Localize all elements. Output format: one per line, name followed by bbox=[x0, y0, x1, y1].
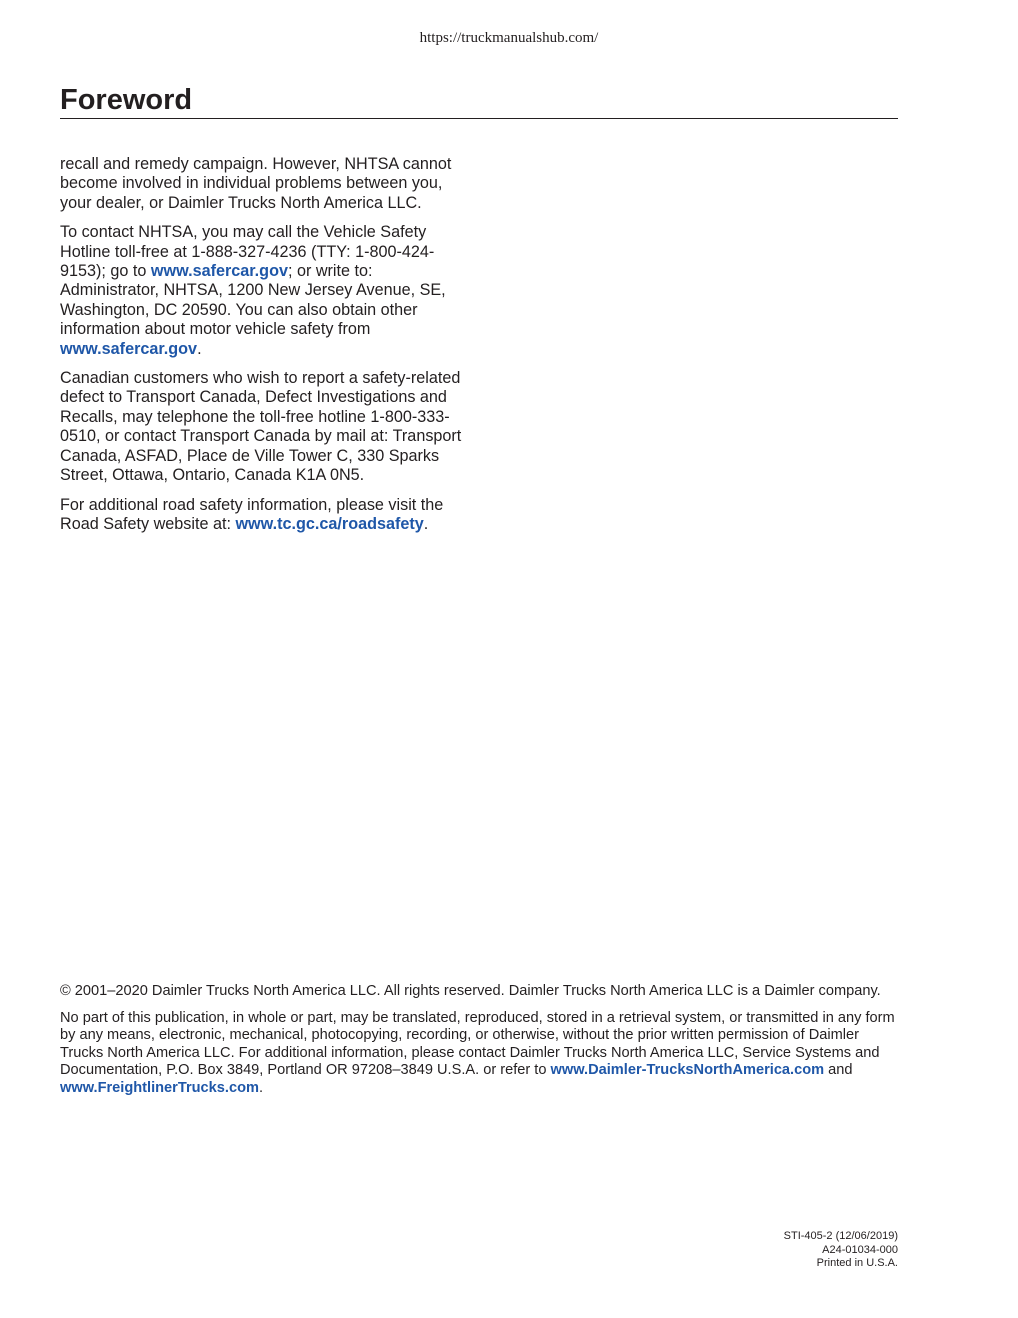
paragraph-nhtsa-contact bbox=[60, 223, 465, 359]
paragraph-road-safety bbox=[60, 496, 465, 535]
copyright-text: © 2001–2020 Daimler Trucks North America LLC. All rights reserved. Daimler Trucks North America LLC is a Daimler company. bbox=[60, 983, 881, 999]
road-safety-link[interactable]: www.tc.gc.ca/roadsafety bbox=[235, 514, 424, 533]
safercar-link[interactable]: www.safercar.gov bbox=[150, 262, 288, 281]
paragraph-text: . bbox=[423, 514, 429, 533]
paragraph-text: For additional road safety information, please visit the Road Safety website at: bbox=[60, 495, 444, 533]
paragraph-text: To contact NHTSA, you may call the Vehicle Safety Hotline toll-free at 1-888-327-4236 (TTY: 1-800-424-9153); go to bbox=[60, 223, 435, 281]
printed-location: Printed in U.S.A. bbox=[816, 1257, 898, 1269]
part-number: A24-01034-000 bbox=[822, 1243, 898, 1256]
safercar-link-2[interactable]: www.safercar.gov bbox=[60, 339, 198, 358]
document-code: STI-405-2 (12/06/2019) bbox=[783, 1230, 898, 1242]
rights-body: No part of this publication, in whole or part, may be translated, reproduced, stored in a retrieval system, or transmitted in any form by any means, electronic, mechanical, photocopying, recording, or otherwise, without the prior written permission of Daimler Trucks North America LLC. For additional information, please contact Daimler Trucks North America LLC, Service Systems and Documentation, P.O. Box 3849, Portland OR 97208–3849 U.S.A. or refer to bbox=[60, 1009, 895, 1079]
rights-conjunction: and bbox=[824, 1062, 853, 1079]
paragraph-nhtsa-recall: recall and remedy campaign. However, NHTSA cannot become involved in individual problems between you, your dealer, or Daimler Trucks North America LLC. bbox=[60, 155, 452, 212]
rights-text bbox=[60, 1010, 900, 1098]
title-divider bbox=[60, 118, 898, 119]
paragraph-text: ; or write to: Administrator, NHTSA, 1200 New Jersey Avenue, SE, Washington, DC 20590. You can also obtain other information about motor vehicle safety from bbox=[60, 262, 446, 339]
freightliner-link[interactable]: www.FreightlinerTrucks.com bbox=[60, 1079, 259, 1096]
body-column bbox=[60, 155, 465, 544]
paragraph-text: . bbox=[197, 339, 202, 358]
daimler-trucks-link[interactable]: www.Daimler-TrucksNorthAmerica.com bbox=[550, 1062, 825, 1079]
legal-notice bbox=[60, 980, 900, 1097]
document-info bbox=[784, 1230, 898, 1271]
rights-end: . bbox=[258, 1079, 264, 1096]
source-url: https://truckmanualshub.com/ bbox=[419, 30, 599, 46]
page-title: Foreword bbox=[60, 84, 193, 116]
paragraph-transport-canada: Canadian customers who wish to report a safety-related defect to Transport Canada, Defect Investigations and Recalls, may telephone the toll-free hotline 1-800-333-0510, or contact Transport Canada by mail at: Transport Canada, ASFAD, Place de Ville Tower C, 330 Sparks Street, Ottawa, Ontario, Canada K1A 0N5. bbox=[60, 369, 462, 485]
